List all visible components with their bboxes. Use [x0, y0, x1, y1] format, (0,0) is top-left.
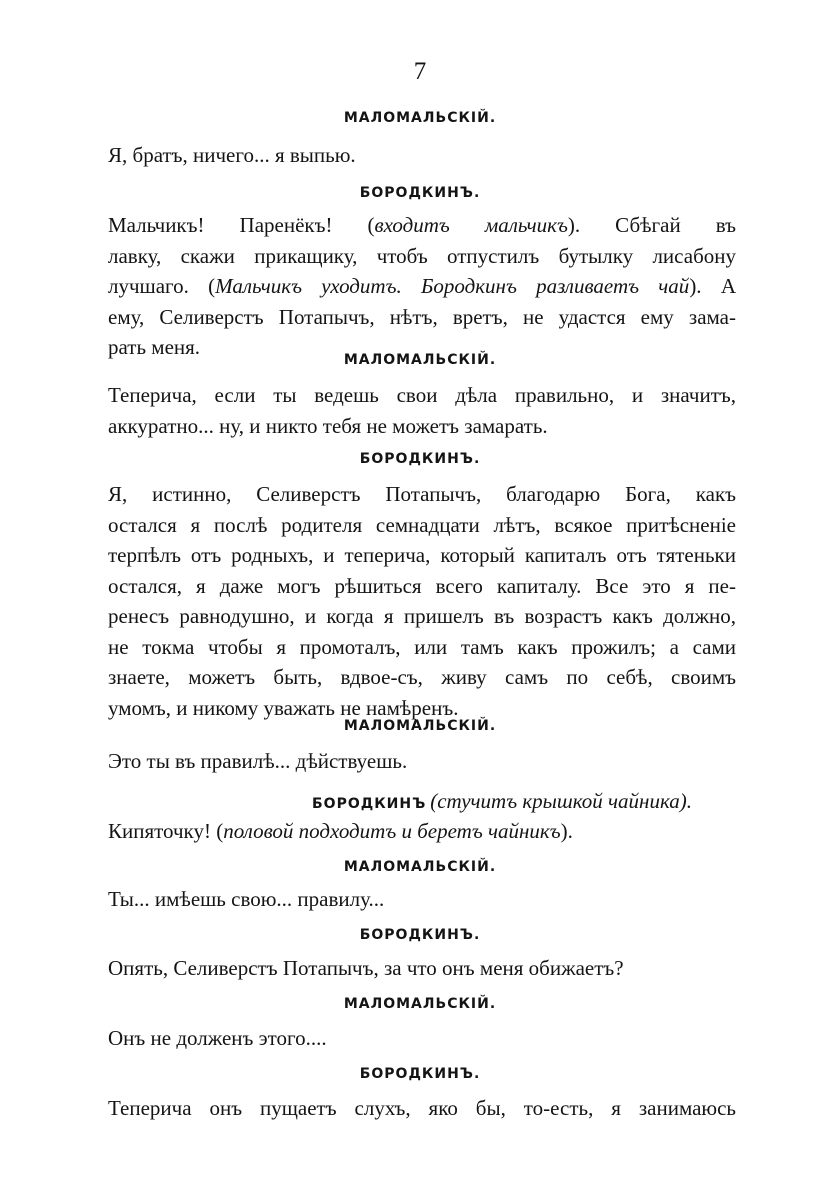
speech-text: [108, 380, 736, 441]
speech-text: [108, 816, 736, 847]
speaker-heading: МАЛОМАЛЬСКІЙ.: [343, 110, 497, 126]
text-line: умомъ, и никому уважать не намѣренъ.: [108, 695, 459, 720]
speaker-heading: МАЛОМАЛЬСКІЙ.: [343, 996, 497, 1012]
text-line: ему, Селиверстъ Потапычъ, нѣтъ, вретъ, не удастся ему зама-: [108, 304, 736, 329]
speech-text: [108, 953, 736, 984]
text-line: знаете, можетъ быть, вдвое-съ, живу самъ по себѣ, своимъ: [108, 665, 736, 689]
speaker-heading: БОРОДКИНЪ.: [359, 185, 481, 201]
text-line: Я, братъ, ничего... я выпью.: [108, 143, 356, 167]
stage-direction: (стучитъ крышкой чайника).: [430, 789, 692, 813]
text-line: остался, я даже могъ рѣшиться всего капиталу. Все это я пе-: [108, 573, 736, 598]
text-line: лавку, скажи прикащику, чтобъ отпустилъ бутылку лисабону: [108, 243, 736, 268]
speaker-heading: БОРОДКИНЪ.: [359, 451, 481, 467]
text-line: Мальчикъ! Паренёкъ! (входитъ мальчикъ). Сбѣгай въ: [108, 213, 736, 237]
page-number: 7: [413, 58, 427, 85]
speaker-heading: МАЛОМАЛЬСКІЙ.: [343, 352, 497, 368]
text-line: Кипяточку! (половой подходитъ и беретъ чайникъ).: [108, 819, 573, 843]
text-line: остался я послѣ родителя семнадцати лѣтъ, всякое притѣсненіе: [108, 512, 736, 537]
text-line: лучшаго. (Мальчикъ уходитъ. Бородкинъ разливаетъ чай). А: [108, 274, 736, 298]
speaker-heading: МАЛОМАЛЬСКІЙ.: [343, 859, 497, 875]
text-line: терпѣлъ отъ родныхъ, и теперича, который капиталъ отъ тятеньки: [108, 543, 736, 567]
text-line: рать меня.: [108, 335, 201, 359]
speaker-heading: БОРОДКИНЪ.: [359, 1066, 481, 1082]
speech-text: [108, 1093, 736, 1124]
speech-text: [108, 140, 736, 171]
text-line: Теперича, если ты ведешь свои дѣла правильно, и значитъ,: [108, 383, 736, 407]
speaker-heading: БОРОДКИНЪ.: [359, 927, 481, 943]
speaker-heading: БОРОДКИНЪ: [312, 796, 427, 812]
speech-text: [108, 884, 736, 915]
text-line: Теперича онъ пущаетъ слухъ, яко бы, то-есть, я занимаюсь: [108, 1096, 736, 1120]
speaker-heading: МАЛОМАЛЬСКІЙ.: [343, 718, 497, 734]
text-line: не токма чтобы я промоталъ, или тамъ какъ прожилъ; а сами: [108, 634, 736, 659]
text-line: ренесъ равнодушно, и когда я пришелъ въ возрастъ какъ должно,: [108, 604, 736, 628]
speech-text: [108, 479, 736, 723]
text-line: Я, истинно, Селиверстъ Потапычъ, благодарю Бога, какъ: [108, 482, 736, 506]
speech-text: [108, 210, 736, 363]
text-line: Это ты въ правилѣ... дѣйствуешь.: [108, 749, 408, 773]
speaker-with-stage-direction: [312, 789, 692, 814]
text-line: Онъ не долженъ этого....: [108, 1026, 327, 1050]
speech-text: [108, 1023, 736, 1054]
text-line: Ты... имѣешь свою... правилу...: [108, 887, 385, 911]
text-line: Опять, Селиверстъ Потапычъ, за что онъ меня обижаетъ?: [108, 956, 624, 980]
text-line: аккуратно... ну, и никто тебя не можетъ замарать.: [108, 413, 548, 438]
speech-text: [108, 746, 736, 777]
